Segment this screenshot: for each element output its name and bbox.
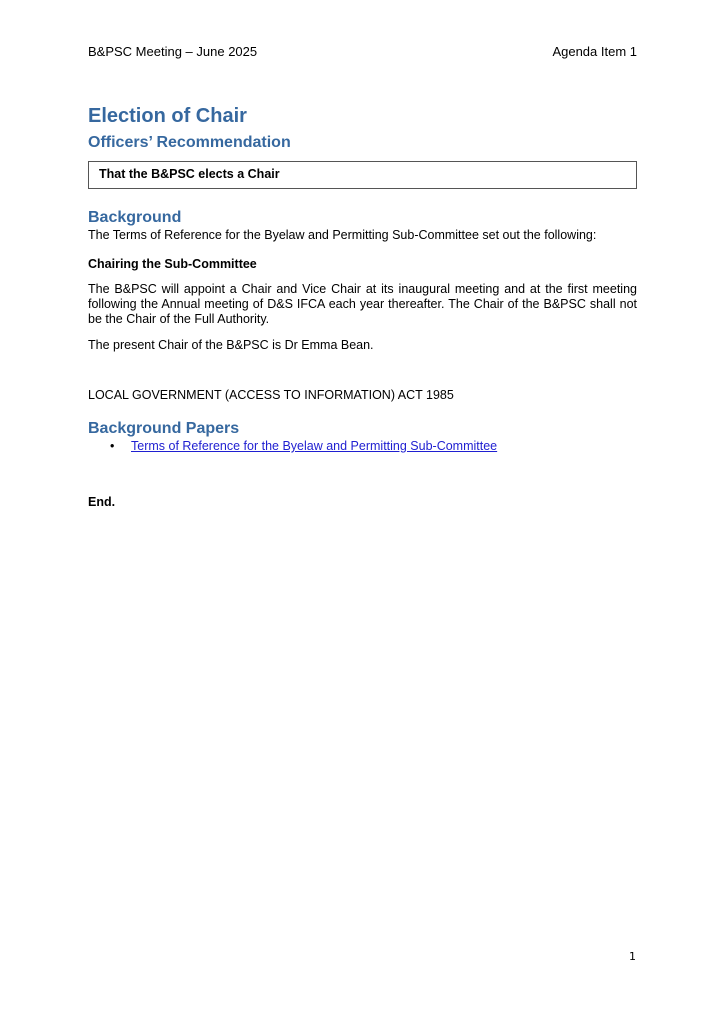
header-agenda-item: Agenda Item 1 — [552, 44, 637, 59]
document-body — [88, 104, 637, 510]
recommendation-box — [88, 161, 637, 189]
background-intro: The Terms of Reference for the Byelaw and Permitting Sub-Committee set out the following: — [88, 228, 597, 242]
present-chair-text: The present Chair of the B&PSC is Dr Emma Bean. — [88, 338, 374, 352]
background-heading: Background — [88, 209, 182, 226]
page-title: Election of Chair — [88, 105, 247, 127]
papers-heading: Background Papers — [88, 420, 240, 437]
act-reference: LOCAL GOVERNMENT (ACCESS TO INFORMATION) ACT 1985 — [88, 388, 454, 402]
list-item — [110, 439, 637, 454]
recommendation-heading: Officers’ Recommendation — [88, 134, 291, 151]
page-number: 1 — [629, 950, 636, 963]
header-meeting: B&PSC Meeting – June 2025 — [88, 44, 258, 59]
end-marker: End. — [88, 495, 116, 509]
background-paragraph: The B&PSC will appoint a Chair and Vice Chair at its inaugural meeting and at the first meeting following the Annual meeting of D&S IFCA each year thereafter. The Chair of the B&PSC shall not be the Chair of the Full Authority. — [88, 282, 637, 326]
bullet-icon: • — [110, 439, 115, 453]
background-subheading: Chairing the Sub-Committee — [88, 257, 257, 271]
recommendation-text: That the B&PSC elects a Chair — [99, 167, 280, 181]
terms-of-reference-link[interactable]: Terms of Reference for the Byelaw and Permitting Sub-Committee — [131, 439, 498, 453]
